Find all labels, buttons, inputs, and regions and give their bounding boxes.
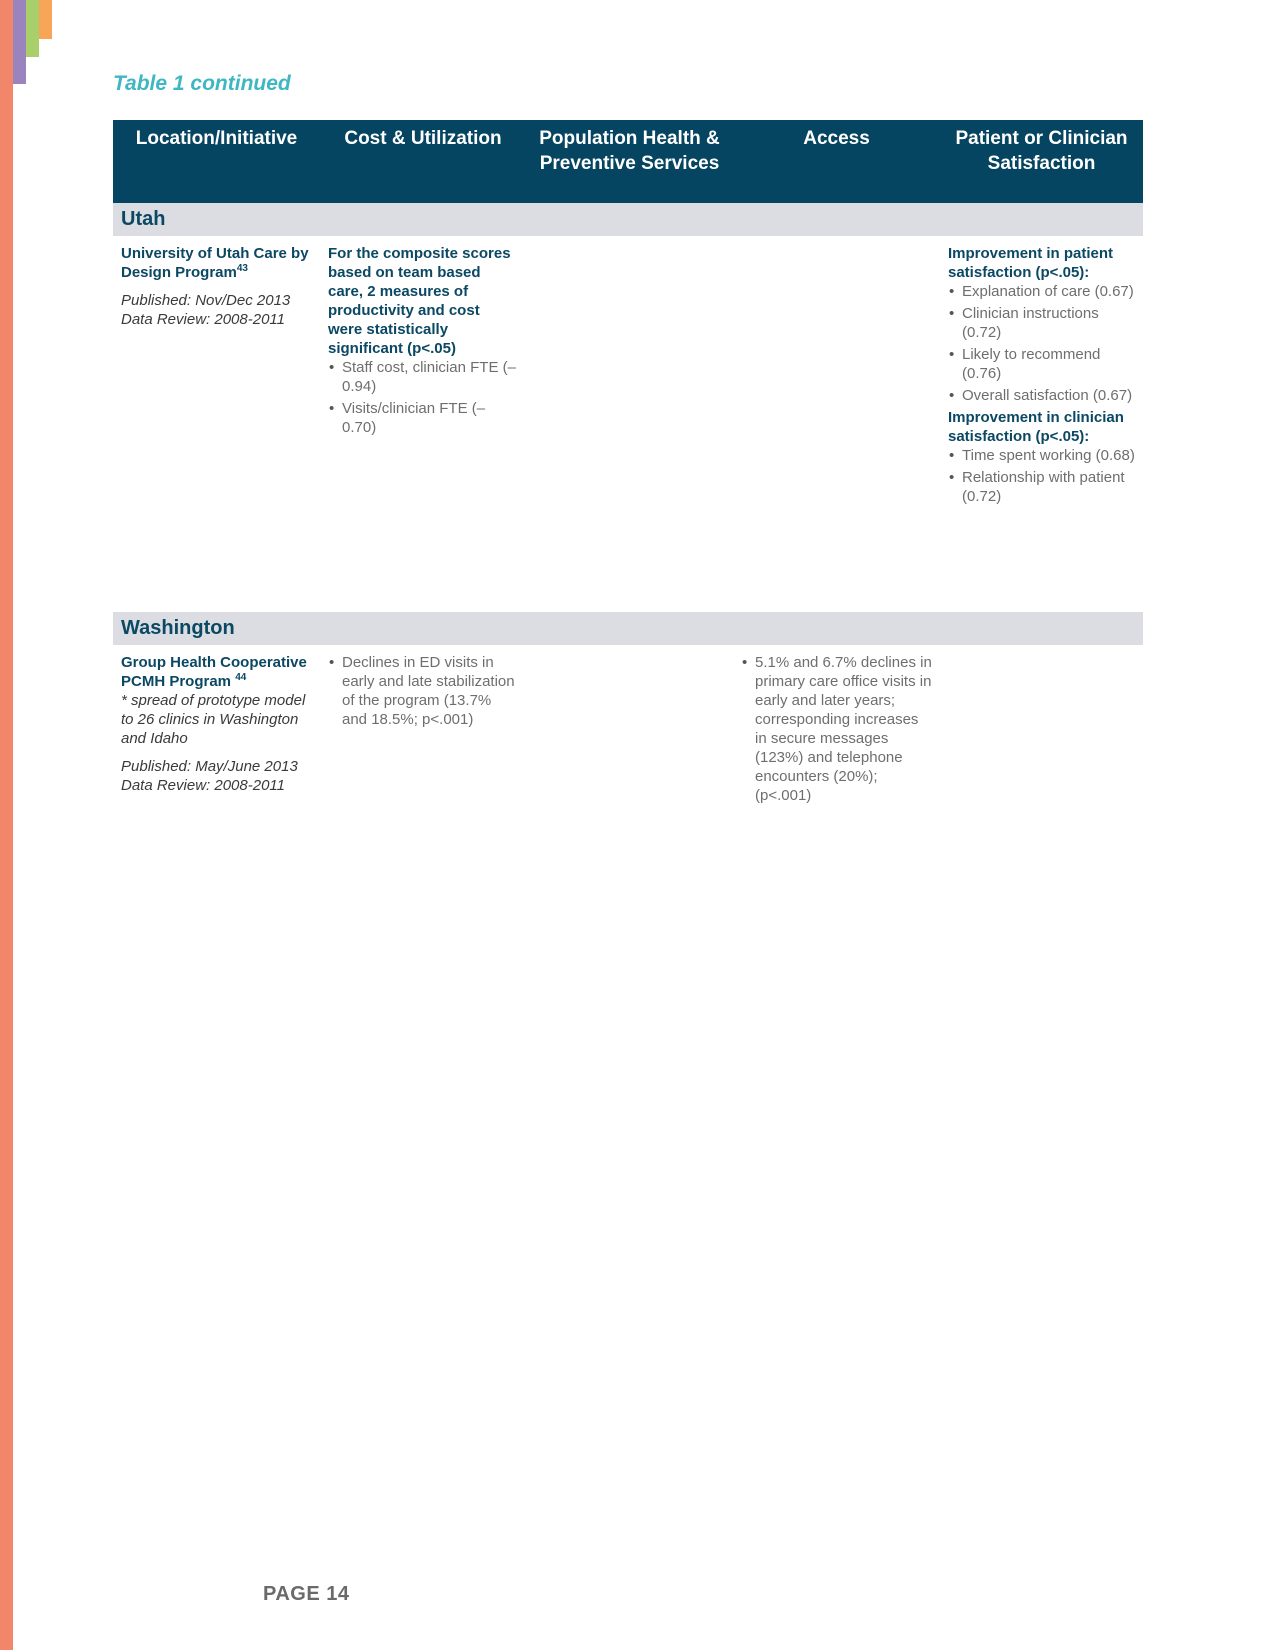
location-cell [113, 236, 320, 612]
reference-number: 43 [236, 263, 248, 274]
satisfaction-cell [940, 236, 1143, 612]
header-access: Access [803, 128, 870, 149]
list-item: • Staff cost, clinician FTE (–0.94) [328, 358, 518, 396]
satisfaction-heading: Improvement in patient satisfaction (p<.05): [948, 245, 1114, 281]
header-cost: Cost & Utilization [344, 128, 502, 149]
population-health-cell [526, 236, 733, 612]
list-item: • Explanation of care (0.67) [948, 282, 1135, 301]
table-title: Table 1 continued [113, 72, 291, 95]
list-item: • Declines in ED visits in early and late stabilization of the program (13.7% and 18.5%; p<.001) [328, 653, 518, 729]
location-cell [113, 645, 320, 808]
published-date: Published: May/June 2013 [121, 758, 298, 775]
cost-bullets [328, 653, 518, 729]
program-name: Group Health Cooperative PCMH Program [121, 654, 307, 690]
access-bullets [741, 653, 932, 805]
satisfaction-cell [940, 645, 1143, 808]
satisfaction-bullets [948, 282, 1135, 405]
list-item: • Visits/clinician FTE (–0.70) [328, 399, 518, 437]
program-name: University of Utah Care by Design Program [121, 245, 309, 281]
list-item: • 5.1% and 6.7% declines in primary care office visits in early and later years; corresponding increases in secure messages (123%) and telephone encounters (20%); (p<.001) [741, 653, 932, 805]
table-header-row [113, 120, 1143, 203]
header-location: Location/Initiative [135, 128, 298, 149]
population-health-cell [526, 645, 733, 808]
data-review-period: Data Review: 2008-2011 [121, 311, 285, 328]
reference-number: 44 [235, 672, 247, 683]
decorative-stripe-orange [39, 0, 52, 39]
cost-heading: For the composite scores based on team based care, 2 measures of productivity and cost were statistically significant (p<.05) [328, 245, 511, 357]
decorative-stripe-purple [13, 0, 26, 84]
access-cell [733, 645, 940, 808]
section-heading-washington: Washington [113, 612, 1143, 645]
satisfaction-heading: Improvement in clinician satisfaction (p<.05): [948, 409, 1124, 445]
program-note: * spread of prototype model to 26 clinics in Washington and Idaho [121, 692, 306, 747]
list-item: • Clinician instructions (0.72) [948, 304, 1135, 342]
list-item: • Relationship with patient (0.72) [948, 468, 1135, 506]
list-item: • Overall satisfaction (0.67) [948, 386, 1135, 405]
access-cell [733, 236, 940, 612]
cost-bullets [328, 358, 518, 437]
published-date: Published: Nov/Dec 2013 [121, 292, 291, 309]
header-satisfaction: Patient or Clinician Satisfaction [955, 128, 1128, 174]
section-heading-utah: Utah [113, 203, 1143, 236]
cost-cell [320, 645, 526, 808]
data-review-period: Data Review: 2008-2011 [121, 777, 285, 794]
list-item: • Time spent working (0.68) [948, 446, 1135, 465]
cost-cell [320, 236, 526, 612]
table-row [113, 236, 1143, 612]
table-row [113, 645, 1143, 808]
evidence-table [113, 120, 1143, 808]
header-population-health: Population Health & Preventive Services [539, 128, 720, 174]
decorative-stripe-coral [0, 0, 13, 1650]
list-item: • Likely to recommend (0.76) [948, 345, 1135, 383]
page-number: PAGE 14 [263, 1583, 350, 1605]
satisfaction-bullets [948, 446, 1135, 506]
decorative-stripe-green [26, 0, 39, 57]
